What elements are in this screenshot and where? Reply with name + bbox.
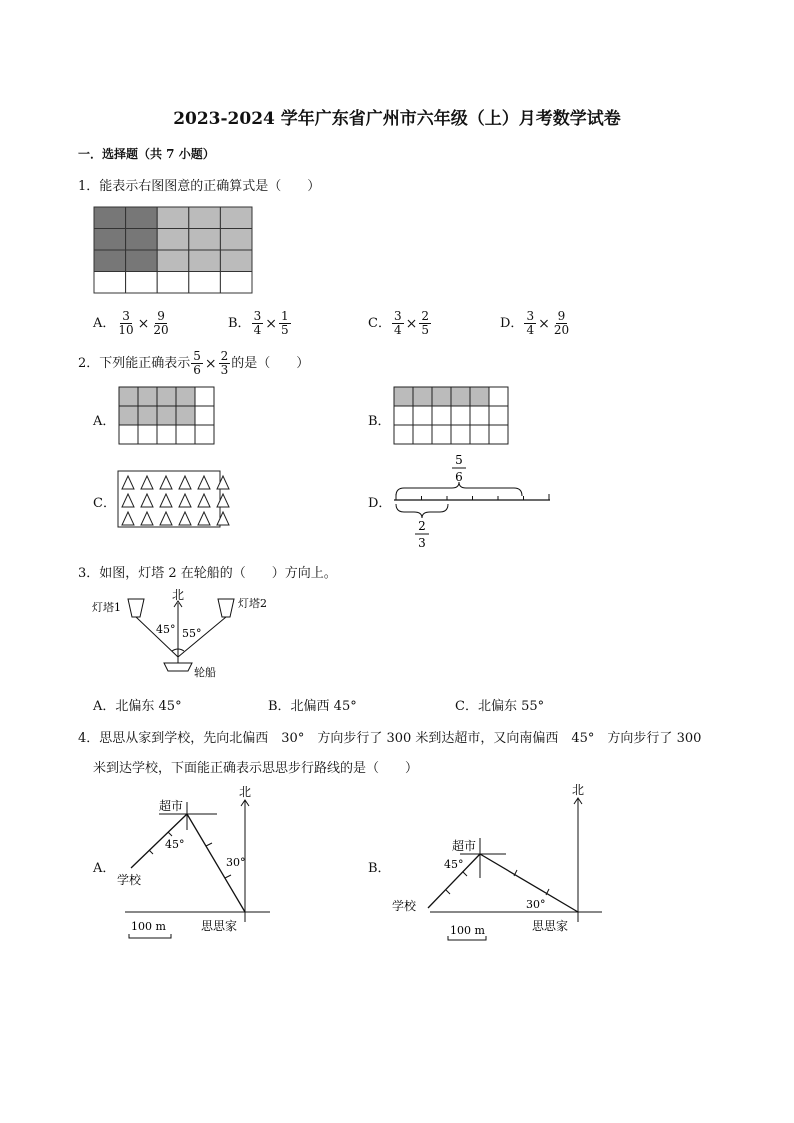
lighthouse-1-label: 灯塔1 [92,601,121,614]
grid-cell [394,387,413,406]
grid-cell [470,406,489,425]
grid-cell [451,425,470,444]
triangle-icon [141,494,153,507]
q1-option-b[interactable] [228,310,292,337]
d-top-numerator: 5 [455,453,463,467]
grid-cell [189,250,221,272]
times-sign: × [204,355,217,372]
option-label: A． [93,316,116,331]
north-label: 北 [172,588,185,602]
option-fraction-a: $\frac{3}{4}$ [526,309,535,337]
q3-option-a[interactable]: A．北偏东 45° [93,699,182,714]
times-sign: × [265,315,277,332]
q1-option-a[interactable] [93,310,172,337]
times-sign: × [538,315,550,332]
grid-cell [220,207,252,229]
grid-cell [195,387,214,406]
angle-30-label: 30° [226,856,246,869]
grid-cell [176,425,195,444]
question-3-lighthouse-figure [92,585,272,682]
triangle-icon [122,512,134,525]
grid-cell [195,406,214,425]
grid-cell [94,207,126,229]
north-label: 北 [572,783,585,797]
triangle-icon [160,494,172,507]
school-label: 学校 [117,873,142,887]
triangle-icon [141,476,153,489]
q2-option-a-grid [118,386,218,446]
grid-cell [94,250,126,272]
ship-icon [164,663,192,671]
q2-option-d-number-line [390,450,555,555]
angle-45-label: 45° [156,623,176,636]
q4-option-b-route-figure [390,782,610,944]
q4-option-a-label[interactable]: A． [93,861,116,876]
grid-cell [157,207,189,229]
triangle-icon [198,494,210,507]
lighthouse-2-label: 灯塔2 [238,597,267,610]
q2-option-a-label[interactable]: A． [93,414,116,429]
page-title: 2023-2024 学年广东省广州市六年级（上）月考数学试卷 [173,109,621,129]
triangle-icon [198,476,210,489]
scale-label: 100 m [450,924,485,937]
times-sign: × [137,315,150,332]
question-2-stem-pre: 2．下列能正确表示 [78,356,191,371]
grid-cell [432,406,451,425]
market-label: 超市 [452,839,477,853]
grid-cell [119,387,138,406]
triangle-icon [217,494,229,507]
grid-cell [394,425,413,444]
question-4-stem-line-1: 4．思思从家到学校，先向北偏西 30° 方向步行了 300 米到达超市，又向南偏西 45° 方向步行了 300 [78,731,702,746]
grid-cell [489,406,508,425]
grid-cell [94,272,126,294]
times-sign: × [405,315,418,332]
north-label: 北 [239,785,252,799]
q2-option-b-label[interactable]: B． [368,414,391,429]
grid-cell [138,406,157,425]
grid-cell [451,387,470,406]
d-top-brace [396,482,522,496]
triangle-icon [160,512,172,525]
angle-45-label: 45° [165,838,185,851]
home-label: 思思家 [532,919,569,933]
grid-cell [157,425,176,444]
option-fraction-a: $\frac{3}{10}$ [118,309,134,337]
q2-option-b-grid [393,386,513,446]
triangle-icon [122,476,134,489]
grid-cell [489,425,508,444]
home-label: 思思家 [201,919,238,933]
question-1-stem: 1．能表示右图图意的正确算式是（ ） [78,179,321,194]
triangle-icon [217,512,229,525]
option-label: C． [368,316,391,331]
grid-cell [176,406,195,425]
grid-cell [189,229,221,251]
d-bottom-brace [396,504,448,518]
q2-fraction-1: $\frac{5}{6}$ [193,349,201,377]
question-1-grid-figure [93,206,253,296]
grid-cell [126,250,158,272]
triangle-icon [160,476,172,489]
option-fraction-b: $\frac{2}{5}$ [421,309,429,337]
d-bottom-numerator: 2 [418,519,426,533]
grid-cell [432,425,451,444]
grid-cell [126,207,158,229]
option-fraction-b: $\frac{1}{5}$ [280,309,289,337]
q2-option-c-label[interactable]: C． [93,496,116,511]
lighthouse-1-icon [128,599,144,617]
grid-cell [413,387,432,406]
grid-cell [432,387,451,406]
triangle-icon [141,512,153,525]
option-fraction-b: $\frac{9}{20}$ [153,309,169,337]
q1-option-d[interactable] [500,310,572,337]
angle-45-label: 45° [444,858,464,871]
grid-cell [489,387,508,406]
scale-bar [129,934,171,938]
grid-cell [119,425,138,444]
lighthouse-2-icon [218,599,234,617]
grid-cell [394,406,413,425]
question-2-stem [78,350,309,377]
triangle-icon [179,476,191,489]
grid-cell [220,250,252,272]
grid-cell [138,387,157,406]
grid-cell [157,229,189,251]
angle-30-label: 30° [526,898,546,911]
grid-cell [413,406,432,425]
market-label: 超市 [159,799,184,813]
q2-option-d-label[interactable]: D． [368,496,392,511]
scale-label: 100 m [131,920,166,933]
grid-cell [94,229,126,251]
grid-cell [470,425,489,444]
section-heading: 一．选择题（共 7 小题） [78,147,215,161]
q2-option-c-triangles [117,470,242,530]
grid-cell [119,406,138,425]
q3-option-c[interactable]: C．北偏东 55° [455,699,545,714]
grid-cell [157,387,176,406]
option-label: B． [228,316,251,331]
q4-option-b-label[interactable]: B． [368,861,391,876]
question-4-stem-line-2: 米到达学校，下面能正确表示思思步行路线的是（ ） [93,761,419,776]
grid-cell [157,406,176,425]
question-2-stem-post: 的是（ ） [231,356,310,371]
triangle-icon [122,494,134,507]
triangle-icon [179,512,191,525]
option-fraction-a: $\frac{3}{4}$ [253,309,262,337]
grid-cell [176,387,195,406]
grid-cell [220,272,252,294]
grid-cell [451,406,470,425]
q4-option-a-route-figure [115,782,280,942]
grid-cell [189,207,221,229]
triangle-icon [179,494,191,507]
triangle-icon [217,476,229,489]
grid-cell [195,425,214,444]
grid-cell [138,425,157,444]
grid-cell [157,250,189,272]
grid-cell [126,272,158,294]
grid-cell [189,272,221,294]
ship-label: 轮船 [194,666,216,679]
d-top-denominator: 6 [455,470,463,484]
grid-cell [413,425,432,444]
school-label: 学校 [392,899,417,913]
q1-option-c[interactable] [368,310,432,337]
d-bottom-denominator: 3 [418,536,426,550]
q2-fraction-2: $\frac{2}{3}$ [220,349,229,377]
question-3-stem: 3．如图，灯塔 2 在轮船的（ ）方向上。 [78,566,337,581]
grid-cell [470,387,489,406]
q3-option-b[interactable]: B．北偏西 45° [268,699,357,714]
angle-55-label: 55° [182,627,202,640]
option-fraction-a: $\frac{3}{4}$ [393,309,402,337]
grid-cell [157,272,189,294]
grid-cell [126,229,158,251]
option-label: D． [500,316,524,331]
grid-cell [220,229,252,251]
triangle-icon [198,512,210,525]
option-fraction-b: $\frac{9}{20}$ [553,309,570,337]
